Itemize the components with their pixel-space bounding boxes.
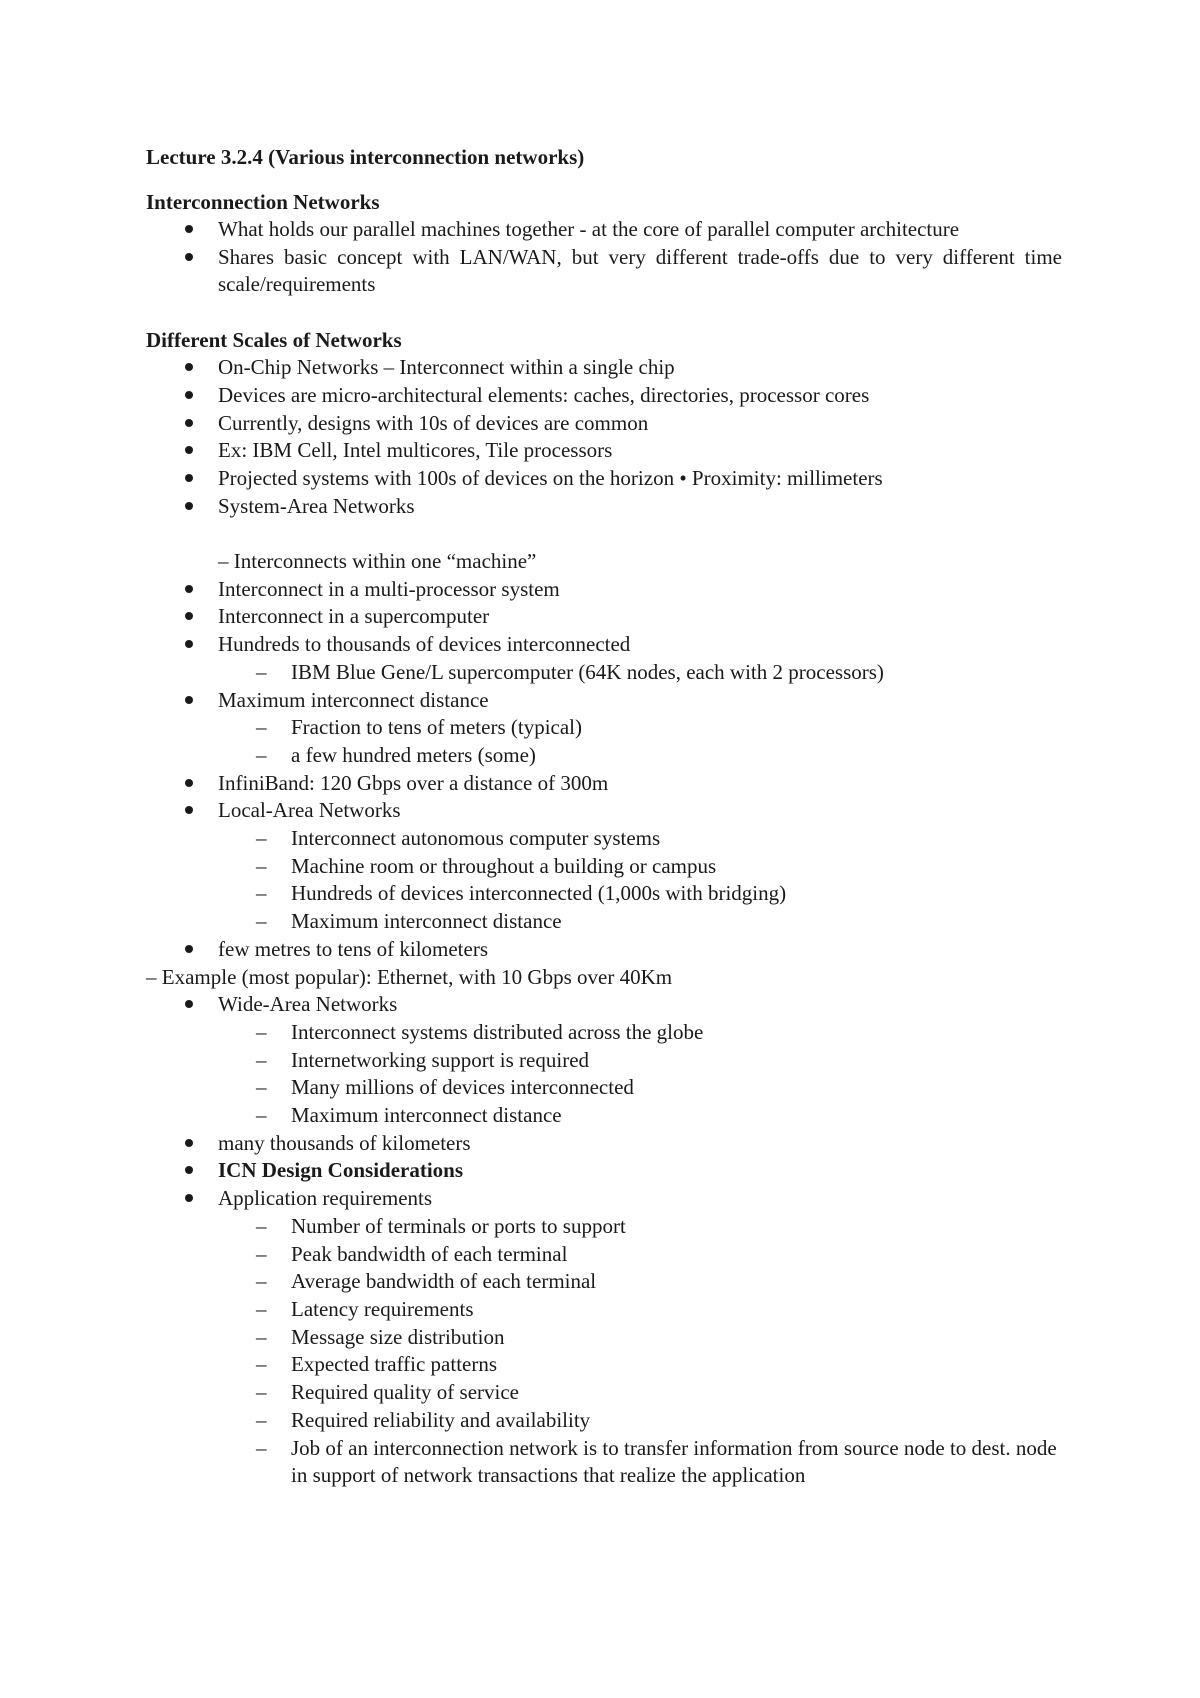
- bullet-icon: [185, 806, 193, 814]
- list-item-text: few metres to tens of kilometers: [218, 936, 489, 961]
- sub-list-item-text: IBM Blue Gene/L supercomputer (64K nodes, each with 2 processors): [291, 659, 884, 684]
- sub-list-item-text: Machine room or throughout a building or campus: [291, 853, 717, 878]
- bullet-icon: [185, 1166, 193, 1174]
- bullet-icon: [185, 391, 193, 399]
- dash-glyph: –: [256, 1380, 267, 1405]
- sub-list-item: [146, 1407, 1062, 1435]
- list-item-text: Maximum interconnect distance: [218, 687, 489, 712]
- sub-list-item-text: a few hundred meters (some): [291, 742, 536, 767]
- list-item: [146, 631, 1062, 659]
- section-heading-different-scales: Different Scales of Networks: [146, 328, 402, 353]
- dash-glyph: –: [256, 659, 267, 684]
- list-item: [146, 1185, 1062, 1213]
- paragraph-line: – Interconnects within one “machine”: [218, 549, 537, 574]
- list-item: [146, 1130, 1062, 1158]
- bullet-icon: [185, 1194, 193, 1202]
- list-item: [146, 687, 1062, 715]
- list-item: [146, 410, 1062, 438]
- bullet-icon: [185, 612, 193, 620]
- sub-list-item-text: Peak bandwidth of each terminal: [291, 1241, 568, 1266]
- list-item: [146, 493, 1062, 521]
- sub-list-item: [146, 853, 1062, 881]
- dash-glyph: –: [256, 1075, 267, 1100]
- sub-list-item-text: Hundreds of devices interconnected (1,000s with bridging): [291, 881, 787, 906]
- sub-list-item: [146, 1019, 1062, 1047]
- sub-list-item-text: Interconnect autonomous computer systems: [291, 826, 661, 851]
- sub-list-item: [146, 908, 1062, 936]
- list-item-text: Application requirements: [218, 1186, 433, 1211]
- list-item-text-bold: ICN Design Considerations: [218, 1158, 464, 1183]
- bullet-icon: [185, 945, 193, 953]
- sub-list-item: [146, 825, 1062, 853]
- bullet-icon: [185, 1000, 193, 1008]
- dash-glyph: –: [256, 1103, 267, 1128]
- sub-list-item: [146, 1241, 1062, 1269]
- bullet-icon: [185, 474, 193, 482]
- dash-glyph: –: [256, 826, 267, 851]
- list-item-text: System-Area Networks: [218, 493, 415, 518]
- bullet-icon: [185, 446, 193, 454]
- list-item: [146, 244, 1062, 299]
- sub-list-item: [146, 1296, 1062, 1324]
- bullet-icon: [185, 363, 193, 371]
- sub-list-item-text: Internetworking support is required: [291, 1047, 590, 1072]
- sub-list-item-text: Interconnect systems distributed across the globe: [291, 1019, 704, 1044]
- sub-list-item-text: Required quality of service: [291, 1380, 520, 1405]
- sub-list-item-text: Fraction to tens of meters (typical): [291, 715, 582, 740]
- dash-glyph: –: [256, 853, 267, 878]
- dash-glyph: –: [256, 881, 267, 906]
- list-item-text: InfiniBand: 120 Gbps over a distance of 300m: [218, 770, 609, 795]
- sub-list-item: [146, 1324, 1062, 1352]
- list-item-text: Wide-Area Networks: [218, 992, 398, 1017]
- dash-glyph: –: [256, 1213, 267, 1238]
- dash-glyph: –: [256, 1435, 267, 1460]
- sub-list-item: [146, 1102, 1062, 1130]
- lecture-title: Lecture 3.2.4 (Various interconnection networks): [146, 145, 585, 169]
- sub-list-item-text: Many millions of devices interconnected: [291, 1075, 634, 1100]
- list-item-text: Interconnect in a supercomputer: [218, 604, 490, 629]
- sub-list-item: [146, 1213, 1062, 1241]
- list-item-text: What holds our parallel machines together - at the core of parallel computer architecture: [218, 217, 960, 241]
- dash-glyph: –: [256, 1324, 267, 1349]
- list-item-text: many thousands of kilometers: [218, 1130, 471, 1155]
- list-item: [146, 770, 1062, 798]
- list-item-text: Hundreds to thousands of devices interconnected: [218, 632, 631, 657]
- document-page: [146, 144, 1062, 1490]
- sub-list-item-text: Number of terminals or ports to support: [291, 1213, 626, 1238]
- sub-list-item: [146, 1047, 1062, 1075]
- sub-list-item: [146, 714, 1062, 742]
- list-item: [146, 382, 1062, 410]
- sub-list-item: [146, 1435, 1062, 1490]
- dash-glyph: –: [256, 1407, 267, 1432]
- list-item-text: Ex: IBM Cell, Intel multicores, Tile processors: [218, 438, 613, 463]
- list-item: [146, 216, 1062, 244]
- list-item-text: Projected systems with 100s of devices on the horizon • Proximity: millimeters: [218, 465, 883, 490]
- list-item-text: Interconnect in a multi-processor system: [218, 576, 560, 601]
- bullet-icon: [185, 779, 193, 787]
- sub-list-item: [146, 659, 1062, 687]
- list-item-text: Local-Area Networks: [218, 798, 401, 823]
- bullet-icon: [185, 696, 193, 704]
- bullet-icon: [185, 1139, 193, 1147]
- list-item: [146, 603, 1062, 631]
- list-item: [146, 936, 1062, 964]
- list-item-text: On-Chip Networks – Interconnect within a single chip: [218, 355, 675, 380]
- bullet-icon: [185, 253, 193, 261]
- dash-glyph: –: [256, 715, 267, 740]
- section-heading-interconnection-networks: Interconnection Networks: [146, 190, 380, 214]
- paragraph-line: – Example (most popular): Ethernet, with 10 Gbps over 40Km: [146, 964, 673, 989]
- dash-glyph: –: [256, 742, 267, 767]
- bullet-icon: [185, 585, 193, 593]
- bullet-icon: [185, 640, 193, 648]
- sub-list-item-text: Job of an interconnection network is to transfer information from source node to dest. node in support of network transactions that realize the application: [291, 1435, 1057, 1488]
- dash-glyph: –: [256, 1019, 267, 1044]
- sub-list-item-text: Expected traffic patterns: [291, 1352, 498, 1377]
- sub-list-item: [146, 1074, 1062, 1102]
- list-item: [146, 354, 1062, 382]
- list-item: [146, 1157, 1062, 1185]
- sub-list-item: [146, 742, 1062, 770]
- sub-list-item-text: Required reliability and availability: [291, 1407, 591, 1432]
- sub-list-item-text: Maximum interconnect distance: [291, 1103, 562, 1128]
- dash-glyph: –: [256, 1241, 267, 1266]
- bullet-icon: [185, 419, 193, 427]
- sub-list-item-text: Latency requirements: [291, 1297, 474, 1321]
- sub-list-item-text: Average bandwidth of each terminal: [291, 1269, 597, 1294]
- list-item: [146, 991, 1062, 1019]
- sub-list-item: [146, 1379, 1062, 1407]
- dash-glyph: –: [256, 1269, 267, 1294]
- dash-glyph: –: [256, 1352, 267, 1377]
- sub-list-item: [146, 1351, 1062, 1379]
- dash-glyph: –: [256, 1297, 267, 1321]
- list-item-text: Devices are micro-architectural elements: caches, directories, processor cores: [218, 382, 870, 407]
- sub-list-item: [146, 1268, 1062, 1296]
- list-item: [146, 465, 1062, 493]
- dash-glyph: –: [256, 1047, 267, 1072]
- list-item: [146, 797, 1062, 825]
- sub-list-item-text: Message size distribution: [291, 1324, 505, 1349]
- list-item-text: Currently, designs with 10s of devices are common: [218, 410, 649, 435]
- bullet-icon: [185, 502, 193, 510]
- list-item: [146, 576, 1062, 604]
- list-item-text: Shares basic concept with LAN/WAN, but very different trade-offs due to very different time scale/requirements: [218, 244, 1062, 297]
- sub-list-item: [146, 880, 1062, 908]
- dash-glyph: –: [256, 909, 267, 934]
- sub-list-item-text: Maximum interconnect distance: [291, 909, 562, 934]
- list-item: [146, 437, 1062, 465]
- bullet-icon: [185, 225, 193, 233]
